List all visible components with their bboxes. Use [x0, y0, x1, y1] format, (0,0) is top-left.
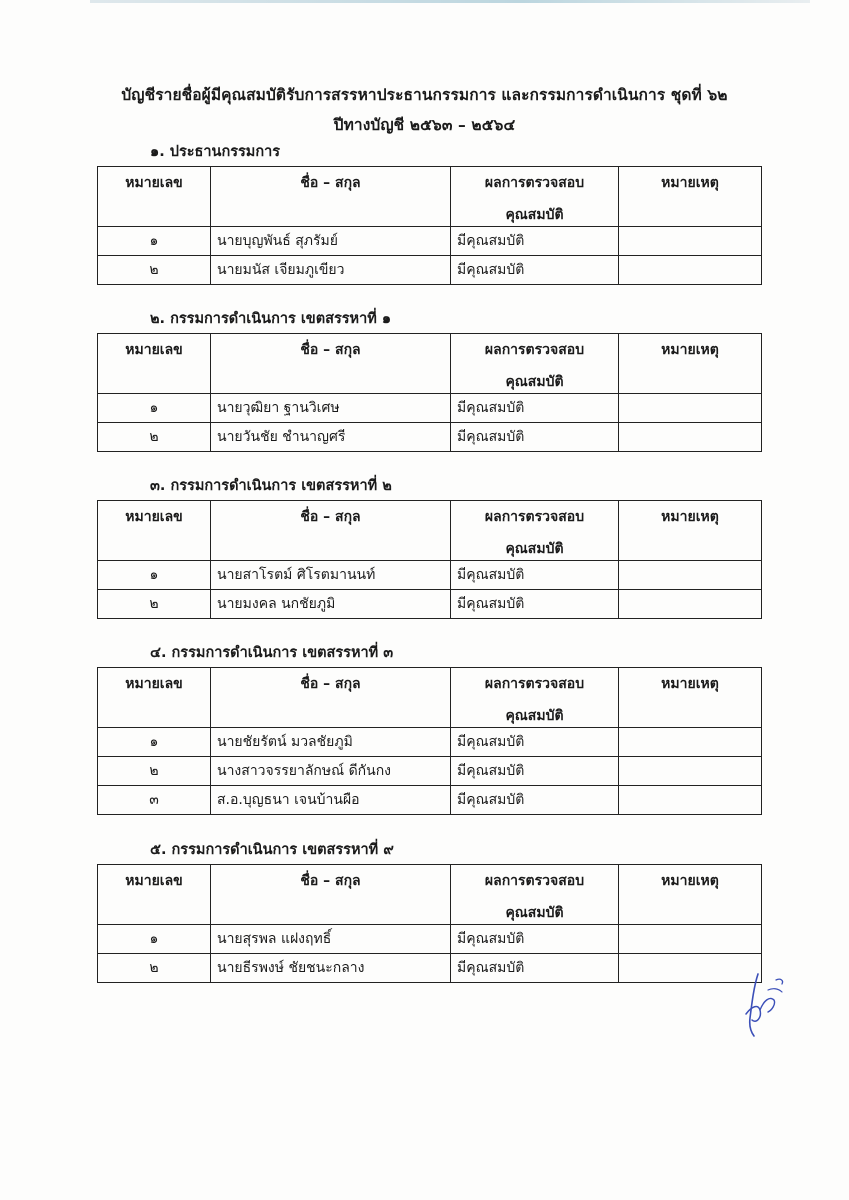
table-row [98, 394, 762, 423]
section-title-4: ๔. กรรมการดำเนินการ เขตสรรหาที่ ๓ [150, 645, 394, 661]
table-row [98, 728, 762, 757]
table-row [98, 227, 762, 256]
section-table-4 [97, 667, 762, 815]
table-row [98, 561, 762, 590]
row-number: ๒ [98, 757, 211, 786]
row-result: มีคุณสมบัติ [451, 423, 619, 452]
row-remark [619, 786, 762, 815]
table-row [98, 757, 762, 786]
header-number: หมายเลข [98, 334, 211, 394]
table-header-row [98, 334, 762, 394]
header-result: ผลการตรวจสอบ คุณสมบัติ [451, 334, 619, 394]
header-number: หมายเลข [98, 668, 211, 728]
row-result: มีคุณสมบัติ [451, 227, 619, 256]
row-name: นายสุรพล แฝงฤทธิ์ [211, 925, 451, 954]
header-remark: หมายเหตุ [619, 668, 762, 728]
row-result: มีคุณสมบัติ [451, 757, 619, 786]
table-row [98, 925, 762, 954]
row-number: ๑ [98, 728, 211, 757]
header-number: หมายเลข [98, 501, 211, 561]
row-name: นายมงคล นกชัยภูมิ [211, 590, 451, 619]
table-row [98, 256, 762, 285]
table-row [98, 423, 762, 452]
section-table-3 [97, 500, 762, 619]
row-remark [619, 757, 762, 786]
header-name: ชื่อ – สกุล [211, 865, 451, 925]
row-remark [619, 590, 762, 619]
row-name: นายธีรพงษ์ ชัยชนะกลาง [211, 954, 451, 983]
row-result: มีคุณสมบัติ [451, 925, 619, 954]
row-remark [619, 728, 762, 757]
header-number: หมายเลข [98, 865, 211, 925]
row-name: ส.อ.บุญธนา เจนบ้านผือ [211, 786, 451, 815]
row-name: นายมนัส เจียมภูเขียว [211, 256, 451, 285]
table-row [98, 590, 762, 619]
row-name: นายบุญพันธ์ สุภรัมย์ [211, 227, 451, 256]
header-remark: หมายเหตุ [619, 501, 762, 561]
row-result: มีคุณสมบัติ [451, 728, 619, 757]
table-row [98, 786, 762, 815]
row-name: นายสาโรตม์ ศิโรตมานนท์ [211, 561, 451, 590]
document-subtitle: ปีทางบัญชี ๒๕๖๓ – ๒๕๖๔ [333, 116, 516, 134]
row-remark [619, 925, 762, 954]
section-table-1 [97, 166, 762, 285]
section-table-5 [97, 864, 762, 983]
header-name: ชื่อ – สกุล [211, 167, 451, 227]
row-name: นายวุฒิยา ฐานวิเศษ [211, 394, 451, 423]
table-header-row [98, 668, 762, 728]
row-result: มีคุณสมบัติ [451, 786, 619, 815]
row-result: มีคุณสมบัติ [451, 394, 619, 423]
section-title-1: ๑. ประธานกรรมการ [150, 144, 281, 160]
scan-edge-line [90, 0, 810, 3]
row-name: นายชัยรัตน์ มวลชัยภูมิ [211, 728, 451, 757]
row-remark [619, 561, 762, 590]
row-number: ๑ [98, 561, 211, 590]
row-remark [619, 394, 762, 423]
section-title-2: ๒. กรรมการดำเนินการ เขตสรรหาที่ ๑ [150, 311, 392, 327]
header-remark: หมายเหตุ [619, 167, 762, 227]
header-name: ชื่อ – สกุล [211, 334, 451, 394]
row-remark [619, 256, 762, 285]
row-number: ๓ [98, 786, 211, 815]
section-title-5: ๕. กรรมการดำเนินการ เขตสรรหาที่ ๙ [150, 842, 394, 858]
row-number: ๒ [98, 256, 211, 285]
header-result: ผลการตรวจสอบ คุณสมบัติ [451, 501, 619, 561]
row-result: มีคุณสมบัติ [451, 256, 619, 285]
table-row [98, 954, 762, 983]
row-number: ๑ [98, 227, 211, 256]
row-number: ๒ [98, 954, 211, 983]
row-remark [619, 227, 762, 256]
row-number: ๑ [98, 925, 211, 954]
document-title: บัญชีรายชื่อผู้มีคุณสมบัติรับการสรรหาประธานกรรมการ และกรรมการดำเนินการ ชุดที่ ๖๒ [121, 86, 728, 104]
row-number: ๒ [98, 590, 211, 619]
table-header-row [98, 167, 762, 227]
row-number: ๒ [98, 423, 211, 452]
row-result: มีคุณสมบัติ [451, 954, 619, 983]
handwritten-signature-icon [736, 966, 796, 1041]
header-number: หมายเลข [98, 167, 211, 227]
table-header-row [98, 501, 762, 561]
table-header-row [98, 865, 762, 925]
row-name: นางสาวจรรยาลักษณ์ ดีกันกง [211, 757, 451, 786]
row-remark [619, 423, 762, 452]
row-number: ๑ [98, 394, 211, 423]
header-result: ผลการตรวจสอบ คุณสมบัติ [451, 167, 619, 227]
header-result: ผลการตรวจสอบ คุณสมบัติ [451, 668, 619, 728]
header-remark: หมายเหตุ [619, 865, 762, 925]
section-table-2 [97, 333, 762, 452]
row-result: มีคุณสมบัติ [451, 561, 619, 590]
header-name: ชื่อ – สกุล [211, 501, 451, 561]
section-title-3: ๓. กรรมการดำเนินการ เขตสรรหาที่ ๒ [150, 478, 392, 494]
header-result: ผลการตรวจสอบ คุณสมบัติ [451, 865, 619, 925]
row-name: นายวันชัย ชำนาญศรี [211, 423, 451, 452]
row-result: มีคุณสมบัติ [451, 590, 619, 619]
header-remark: หมายเหตุ [619, 334, 762, 394]
header-name: ชื่อ – สกุล [211, 668, 451, 728]
